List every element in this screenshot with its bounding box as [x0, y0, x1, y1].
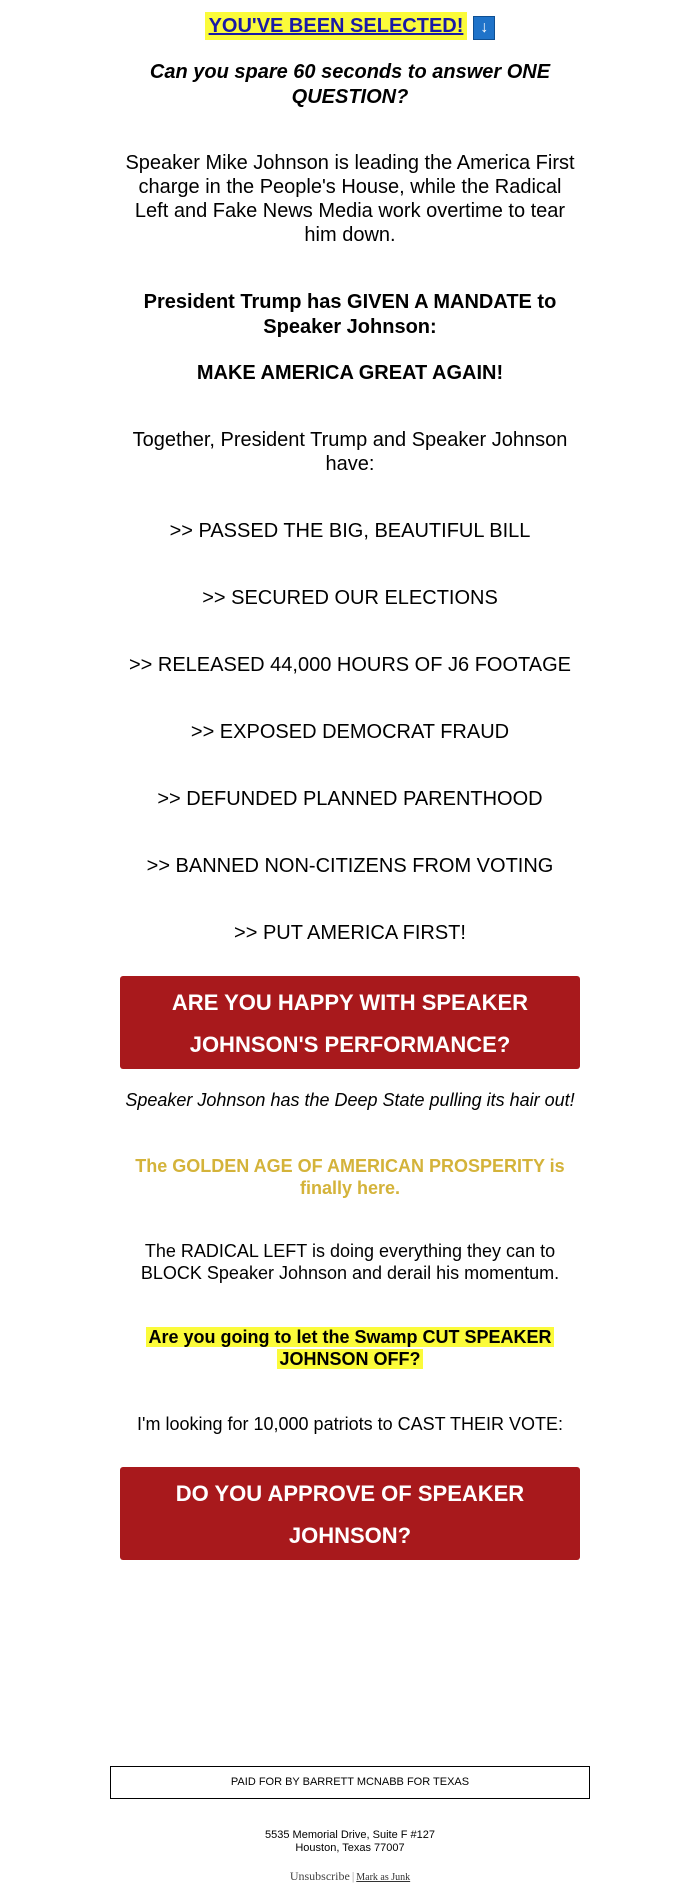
- golden-line-1: The GOLDEN AGE OF AMERICAN PROSPERITY is: [135, 1156, 565, 1176]
- swamp-line-2: JOHNSON OFF?: [279, 1349, 421, 1369]
- selected-headline-text: YOU'VE BEEN SELECTED!: [208, 15, 464, 37]
- looking-for-patriots-text: I'm looking for 10,000 patriots to CAST THEIR VOTE:: [137, 1414, 563, 1434]
- radical-line-1: The RADICAL LEFT is doing everything they can to: [144, 1241, 556, 1261]
- maga-heading: MAKE AMERICA GREAT AGAIN!: [196, 362, 504, 384]
- approve-johnson-button[interactable]: [120, 1467, 580, 1560]
- paid-for-disclaimer: PAID FOR BY BARRETT MCNABB FOR TEXAS: [110, 1766, 590, 1799]
- mailing-address: [0, 1829, 700, 1855]
- cta2-line-1: DO YOU APPROVE OF SPEAKER: [175, 1481, 525, 1506]
- golden-line-2: finally here.: [299, 1178, 401, 1198]
- accomplishment-item: >> RELEASED 44,000 HOURS OF J6 FOOTAGE: [128, 654, 571, 676]
- radical-left-paragraph: [120, 1240, 580, 1284]
- cta1-line-2: JOHNSON'S PERFORMANCE?: [189, 1032, 511, 1057]
- mandate-heading: [120, 290, 580, 340]
- intro-line-1: Speaker Mike Johnson is leading the America First: [125, 152, 575, 174]
- happy-with-johnson-button[interactable]: [120, 976, 580, 1069]
- question-line-2: QUESTION?: [291, 86, 409, 108]
- together-line-2: have:: [325, 453, 375, 475]
- accomplishment-item: >> EXPOSED DEMOCRAT FRAUD: [190, 721, 510, 743]
- selected-banner: [0, 12, 700, 40]
- mandate-line-1: President Trump has GIVEN A MANDATE to: [143, 291, 557, 313]
- intro-line-3: Left and Fake News Media work overtime to tear: [134, 200, 566, 222]
- intro-line-4: him down.: [304, 224, 396, 246]
- deep-state-text: Speaker Johnson has the Deep State pulling its hair out!: [125, 1090, 575, 1110]
- mark-as-junk-link[interactable]: Mark as Junk: [356, 1872, 411, 1883]
- together-line-1: Together, President Trump and Speaker Johnson: [132, 429, 568, 451]
- cta2-line-2: JOHNSON?: [288, 1523, 412, 1548]
- accomplishment-item: >> PUT AMERICA FIRST!: [234, 922, 466, 944]
- accomplishment-item: >> DEFUNDED PLANNED PARENTHOOD: [157, 788, 543, 810]
- intro-line-2: charge in the People's House, while the Radical: [138, 176, 562, 198]
- swamp-line-1: Are you going to let the Swamp CUT SPEAKER: [148, 1327, 552, 1347]
- radical-line-2: BLOCK Speaker Johnson and derail his momentum.: [140, 1263, 560, 1283]
- mandate-line-2: Speaker Johnson:: [263, 316, 437, 338]
- accomplishment-item: >> SECURED OUR ELECTIONS: [202, 587, 498, 609]
- cta1-line-1: ARE YOU HAPPY WITH SPEAKER: [171, 990, 529, 1015]
- together-paragraph: [120, 428, 580, 476]
- unsubscribe-link[interactable]: Unsubscribe: [289, 1869, 350, 1883]
- footer-links: [0, 1869, 700, 1884]
- down-arrow-icon: ↓: [473, 16, 495, 40]
- question-line-1: Can you spare 60 seconds to answer ONE: [149, 61, 551, 83]
- address-line-1: 5535 Memorial Drive, Suite F #127: [265, 1829, 435, 1841]
- address-line-2: Houston, Texas 77007: [295, 1842, 405, 1854]
- footer-separator: |: [351, 1869, 355, 1883]
- selected-headline-link[interactable]: [205, 12, 468, 40]
- question-heading: [120, 60, 580, 110]
- accomplishment-item: >> PASSED THE BIG, BEAUTIFUL BILL: [169, 520, 531, 542]
- intro-paragraph: [120, 151, 580, 247]
- accomplishment-item: >> BANNED NON-CITIZENS FROM VOTING: [146, 855, 554, 877]
- swamp-question: [120, 1326, 580, 1370]
- golden-age-text: [120, 1155, 580, 1199]
